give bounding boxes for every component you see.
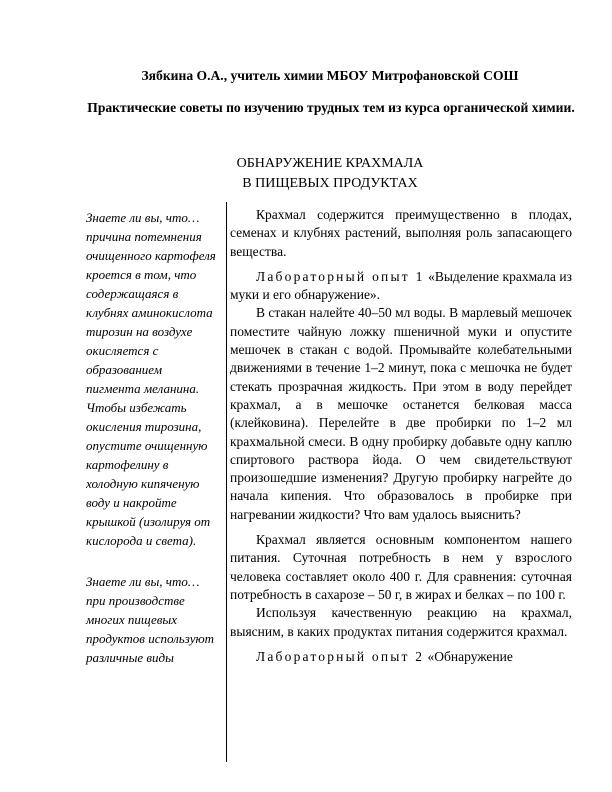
experiment-1-procedure: В стакан налейте 40–50 мл воды. В марлевый мешочек поместите чайную ложку пшеничной муки и опустите мешочек в стакан с водой. Промывайте колебательными движениями в течение 1–2 минут, пока с мешочка не будет стекать прозрачная жидкость. При этом в воду перейдет крахмал, а в мешочке останется белковая масса (клейковина). Перелейте в две пробирки по 1–2 мл крахмальной смеси. В одну пробирку добавьте одну каплю спиртового раствора йода. О чем свидетельствуют произошедшие изменения? Другую пробирку нагрейте до начала кипения. Что образовалось в пробирке при нагревании жидкости? Что вам удалось выяснить? <box>230 305 572 522</box>
column-divider <box>226 202 227 762</box>
experiment-2-label: Лабораторный опыт 2 <box>256 648 425 664</box>
experiment-1-label: Лабораторный опыт 1 <box>256 268 425 284</box>
document-subtitle: Практические советы по изучению трудных тем из курса органической химии. <box>87 100 575 115</box>
main-text <box>230 206 572 666</box>
title-line-1: ОБНАРУЖЕНИЕ КРАХМАЛА <box>236 156 424 171</box>
sidebar-note-1: Знаете ли вы, что… причина потемнения очищенного картофеля кроется в том, что содержащаяся в клубнях аминокислота тирозин на воздухе окисляется с образованием пигмента меланина. Чтобы избежать окисления тирозина, опустите очищенную картофелину в холодную кипяченую воду и накройте крышкой (изолируя от кислорода и света). <box>86 210 216 548</box>
starch-nutrition-paragraph: Крахмал является основным компонентом нашего питания. Суточная потребность в нем у взрослого человека составляет около 400 г. Для сравнения: суточная потребность в сахарозе – 50 г, в жирах и белках – по 100 г. <box>230 532 572 602</box>
experiment-2-title: «Обнаружение <box>424 648 513 664</box>
qualitative-reaction-paragraph: Используя качественную реакцию на крахмал, выясним, в каких продуктах питания содержится крахмал. <box>230 605 572 639</box>
page-title <box>70 154 590 194</box>
sidebar-note-2: Знаете ли вы, что… при производстве многих пищевых продуктов используют различные виды <box>86 574 215 665</box>
title-line-2: В ПИЩЕВЫХ ПРОДУКТАХ <box>242 176 418 191</box>
intro-paragraph: Крахмал содержится преимущественно в плодах, семенах и клубнях растений, выполняя роль запасающего вещества. <box>230 207 572 259</box>
sidebar-notes <box>86 208 218 667</box>
experiment-2-heading <box>230 648 572 666</box>
experiment-1-heading <box>230 268 572 305</box>
author-line: Зябкина О.А., учитель химии МБОУ Митрофановской СОШ <box>141 68 519 83</box>
experiment-1-title: «Выделение крахмала из муки и его обнаружение». <box>230 268 572 303</box>
